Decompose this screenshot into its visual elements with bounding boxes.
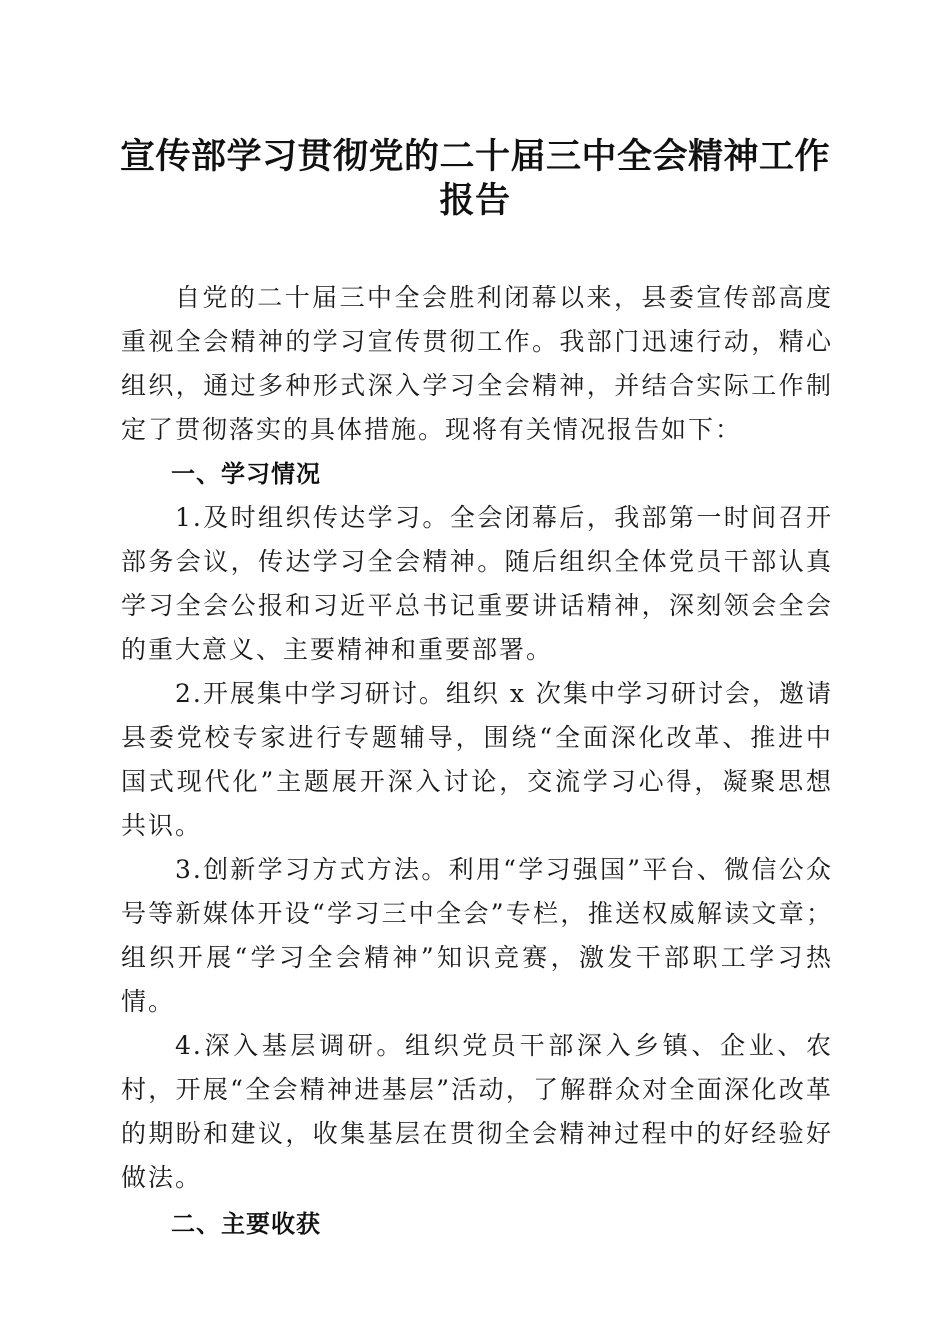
section-heading-gains: 二、主要收获 [171, 1210, 321, 1238]
study-item-4: 4.深入基层调研。组织党员干部深入乡镇、企业、农村，开展“全会精神进基层”活动，了解群众对全面深化改革的期盼和建议，收集基层在贯彻全会精神过程中的好经验好做法。 [121, 1031, 833, 1192]
document-title: 宣传部学习贯彻党的二十届三中全会精神工作报告 [119, 136, 830, 221]
study-item-2: 2.开展集中学习研讨。组织 x 次集中学习研讨会，邀请县委党校专家进行专题辅导，围绕“全面深化改革、推进中国式现代化”主题展开深入讨论，交流学习心得，凝聚思想共识。 [121, 679, 833, 840]
document-body [121, 276, 833, 1246]
study-item-3: 3.创新学习方式方法。利用“学习强国”平台、微信公众号等新媒体开设“学习三中全会”专栏，推送权威解读文章；组织开展“学习全会精神”知识竞赛，激发干部职工学习热情。 [121, 855, 833, 1016]
section-heading-study: 一、学习情况 [171, 460, 321, 488]
intro-paragraph: 自党的二十届三中全会胜利闭幕以来，县委宣传部高度重视全会精神的学习宣传贯彻工作。我部门迅速行动，精心组织，通过多种形式深入学习全会精神，并结合实际工作制定了贯彻落实的具体措施。现将有关情况报告如下： [121, 283, 833, 444]
study-item-1: 1.及时组织传达学习。全会闭幕后，我部第一时间召开部务会议，传达学习全会精神。随后组织全体党员干部认真学习全会公报和习近平总书记重要讲话精神，深刻领会全会的重大意义、主要精神和重要部署。 [121, 503, 833, 664]
